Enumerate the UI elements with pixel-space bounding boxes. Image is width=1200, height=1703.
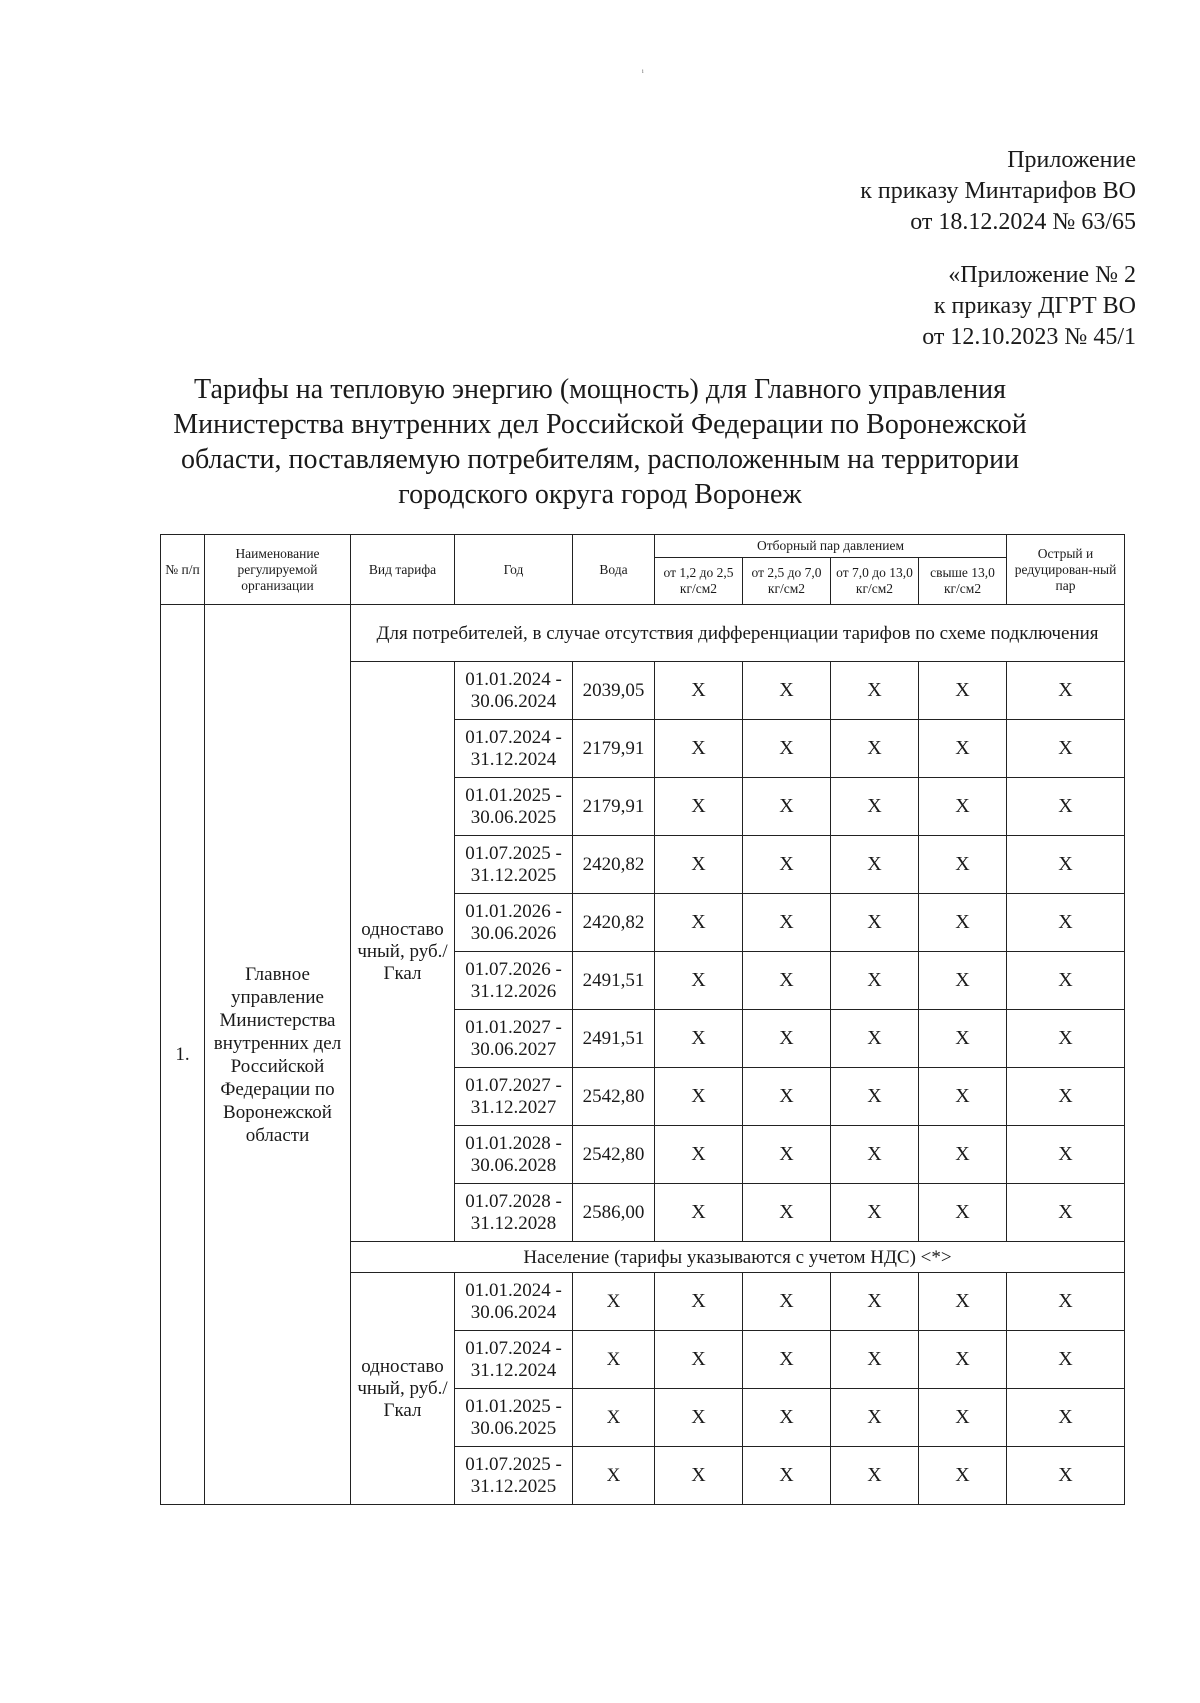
- tariff-cell: X: [831, 1447, 919, 1505]
- tariff-table: [160, 534, 1125, 1505]
- period-end: 30.06.2025: [470, 1417, 557, 1439]
- appendix-line: к приказу Минтарифов ВО: [860, 178, 1136, 204]
- appendix-line: Приложение: [1007, 147, 1136, 173]
- tariff-cell: X: [919, 894, 1007, 952]
- tariff-cell: X: [1007, 894, 1125, 952]
- period-start: 01.01.2024 -: [465, 1279, 562, 1301]
- tariff-kind: одноставо чный, руб./Гкал: [351, 662, 455, 1242]
- tariff-cell: X: [655, 836, 743, 894]
- tariff-cell: X: [919, 1068, 1007, 1126]
- tariff-cell: X: [743, 778, 831, 836]
- period-cell: [455, 1126, 573, 1184]
- water-tariff: 2542,80: [573, 1068, 655, 1126]
- tariff-cell: X: [919, 952, 1007, 1010]
- appendix-header: [860, 145, 1136, 238]
- period-start: 01.01.2025 -: [465, 1395, 562, 1417]
- period-start: 01.07.2024 -: [465, 726, 562, 748]
- scan-mark: ᵢ: [642, 64, 644, 75]
- tariff-cell: X: [831, 1068, 919, 1126]
- document-title: [160, 372, 1040, 512]
- title-line: области, поставляемую потребителям, расположенным на территории: [180, 444, 1020, 475]
- appendix-line: к приказу ДГРТ ВО: [933, 293, 1136, 319]
- tariff-cell: X: [743, 1389, 831, 1447]
- tariff-cell: X: [919, 720, 1007, 778]
- period-start: 01.01.2026 -: [465, 900, 562, 922]
- tariff-cell: X: [919, 778, 1007, 836]
- organization-name: Главное управление Министерства внутренних дел Российской Федерации по Воронежской области: [205, 605, 351, 1505]
- original-appendix-header: [922, 260, 1136, 353]
- tariff-cell: X: [831, 1184, 919, 1242]
- period-cell: [455, 720, 573, 778]
- period-cell: [455, 662, 573, 720]
- header-kind: Вид тарифа: [351, 535, 455, 605]
- tariff-cell: X: [919, 1389, 1007, 1447]
- water-tariff: 2491,51: [573, 1010, 655, 1068]
- tariff-cell: X: [655, 1331, 743, 1389]
- period-cell: [455, 1010, 573, 1068]
- water-tariff: 2491,51: [573, 952, 655, 1010]
- tariff-cell: X: [831, 778, 919, 836]
- tariff-cell: X: [919, 1010, 1007, 1068]
- tariff-cell: X: [655, 1068, 743, 1126]
- title-line: Тарифы на тепловую энергию (мощность) для Главного управления: [194, 374, 1006, 405]
- tariff-cell: X: [1007, 1184, 1125, 1242]
- period-end: 30.06.2026: [470, 922, 557, 944]
- period-start: 01.07.2027 -: [465, 1074, 562, 1096]
- tariff-cell: X: [743, 1068, 831, 1126]
- water-tariff: 2179,91: [573, 720, 655, 778]
- period-end: 31.12.2027: [470, 1096, 557, 1118]
- tariff-cell: X: [1007, 1447, 1125, 1505]
- tariff-cell: X: [1007, 1331, 1125, 1389]
- period-end: 30.06.2027: [470, 1038, 557, 1060]
- period-end: 31.12.2025: [470, 1475, 557, 1497]
- tariff-cell: X: [1007, 662, 1125, 720]
- tariff-cell: X: [655, 1447, 743, 1505]
- tariff-cell: X: [919, 1184, 1007, 1242]
- header-year: Год: [455, 535, 573, 605]
- tariff-cell: X: [831, 720, 919, 778]
- section-title: Для потребителей, в случае отсутствия дифференциации тарифов по схеме подключения: [351, 605, 1125, 662]
- tariff-cell: X: [1007, 1389, 1125, 1447]
- header-pressure-4: свыше 13,0 кг/см2: [919, 558, 1007, 605]
- period-end: 30.06.2028: [470, 1154, 557, 1176]
- period-end: 30.06.2024: [470, 1301, 557, 1323]
- row-number: 1.: [161, 605, 205, 1505]
- tariff-cell: X: [655, 952, 743, 1010]
- tariff-cell: X: [743, 720, 831, 778]
- period-start: 01.01.2024 -: [465, 668, 562, 690]
- tariff-cell: X: [743, 1331, 831, 1389]
- tariff-cell: X: [743, 1010, 831, 1068]
- header-org: Наименование регулируемой организации: [205, 535, 351, 605]
- tariff-cell: X: [831, 1389, 919, 1447]
- tariff-cell: X: [655, 1184, 743, 1242]
- tariff-cell: X: [1007, 778, 1125, 836]
- water-tariff: 2179,91: [573, 778, 655, 836]
- tariff-cell: X: [655, 1010, 743, 1068]
- appendix-line: «Приложение № 2: [948, 262, 1136, 288]
- tariff-cell: X: [743, 952, 831, 1010]
- tariff-cell: X: [743, 894, 831, 952]
- period-cell: [455, 894, 573, 952]
- water-tariff: X: [573, 1389, 655, 1447]
- period-start: 01.01.2027 -: [465, 1016, 562, 1038]
- tariff-cell: X: [1007, 1068, 1125, 1126]
- tariff-cell: X: [743, 662, 831, 720]
- water-tariff: X: [573, 1273, 655, 1331]
- tariff-cell: X: [831, 836, 919, 894]
- water-tariff: 2039,05: [573, 662, 655, 720]
- period-cell: [455, 1447, 573, 1505]
- tariff-cell: X: [655, 778, 743, 836]
- tariff-cell: X: [655, 662, 743, 720]
- period-cell: [455, 778, 573, 836]
- water-tariff: X: [573, 1331, 655, 1389]
- tariff-cell: X: [919, 1126, 1007, 1184]
- water-tariff: 2420,82: [573, 836, 655, 894]
- header-water: Вода: [573, 535, 655, 605]
- tariff-cell: X: [1007, 1273, 1125, 1331]
- tariff-kind: одноставо чный, руб./Гкал: [351, 1273, 455, 1505]
- tariff-cell: X: [655, 1126, 743, 1184]
- title-line: городского округа город Воронеж: [398, 479, 802, 510]
- tariff-cell: X: [919, 1331, 1007, 1389]
- tariff-cell: X: [1007, 720, 1125, 778]
- period-start: 01.01.2028 -: [465, 1132, 562, 1154]
- tariff-cell: X: [919, 836, 1007, 894]
- period-cell: [455, 952, 573, 1010]
- title-line: Министерства внутренних дел Российской Федерации по Воронежской: [173, 409, 1027, 440]
- header-steam: Отборный пар давлением: [655, 535, 1007, 558]
- tariff-cell: X: [919, 662, 1007, 720]
- period-cell: [455, 1068, 573, 1126]
- period-end: 30.06.2024: [470, 690, 557, 712]
- tariff-cell: X: [831, 1126, 919, 1184]
- period-end: 31.12.2024: [470, 748, 557, 770]
- tariff-cell: X: [743, 1184, 831, 1242]
- tariff-cell: X: [831, 1010, 919, 1068]
- period-end: 31.12.2026: [470, 980, 557, 1002]
- tariff-cell: X: [655, 1389, 743, 1447]
- period-cell: [455, 1331, 573, 1389]
- tariff-cell: X: [1007, 836, 1125, 894]
- period-start: 01.07.2026 -: [465, 958, 562, 980]
- tariff-cell: X: [743, 1447, 831, 1505]
- tariff-cell: X: [655, 1273, 743, 1331]
- tariff-cell: X: [831, 662, 919, 720]
- tariff-cell: X: [831, 952, 919, 1010]
- period-end: 31.12.2025: [470, 864, 557, 886]
- tariff-cell: X: [1007, 1126, 1125, 1184]
- section-title: Население (тарифы указываются с учетом НДС) <*>: [351, 1242, 1125, 1273]
- period-end: 30.06.2025: [470, 806, 557, 828]
- tariff-cell: X: [655, 720, 743, 778]
- tariff-cell: X: [743, 1273, 831, 1331]
- tariff-cell: X: [919, 1447, 1007, 1505]
- tariff-cell: X: [919, 1273, 1007, 1331]
- period-start: 01.01.2025 -: [465, 784, 562, 806]
- period-start: 01.07.2025 -: [465, 1453, 562, 1475]
- period-end: 31.12.2028: [470, 1212, 557, 1234]
- period-cell: [455, 1273, 573, 1331]
- water-tariff: 2586,00: [573, 1184, 655, 1242]
- water-tariff: X: [573, 1447, 655, 1505]
- tariff-cell: X: [831, 894, 919, 952]
- period-cell: [455, 1184, 573, 1242]
- tariff-cell: X: [831, 1273, 919, 1331]
- period-cell: [455, 1389, 573, 1447]
- tariff-cell: X: [743, 836, 831, 894]
- period-end: 31.12.2024: [470, 1359, 557, 1381]
- header-pressure-2: от 2,5 до 7,0 кг/см2: [743, 558, 831, 605]
- tariff-cell: X: [743, 1126, 831, 1184]
- period-start: 01.07.2025 -: [465, 842, 562, 864]
- header-pressure-1: от 1,2 до 2,5 кг/см2: [655, 558, 743, 605]
- appendix-line: от 18.12.2024 № 63/65: [910, 209, 1136, 235]
- water-tariff: 2420,82: [573, 894, 655, 952]
- header-sharp-steam: Острый и редуцирован-ный пар: [1007, 535, 1125, 605]
- tariff-cell: X: [831, 1331, 919, 1389]
- tariff-cell: X: [1007, 1010, 1125, 1068]
- header-pressure-3: от 7,0 до 13,0 кг/см2: [831, 558, 919, 605]
- header-num: № п/п: [161, 535, 205, 605]
- tariff-cell: X: [655, 894, 743, 952]
- period-start: 01.07.2024 -: [465, 1337, 562, 1359]
- tariff-cell: X: [1007, 952, 1125, 1010]
- appendix-line: от 12.10.2023 № 45/1: [922, 324, 1136, 350]
- period-start: 01.07.2028 -: [465, 1190, 562, 1212]
- period-cell: [455, 836, 573, 894]
- water-tariff: 2542,80: [573, 1126, 655, 1184]
